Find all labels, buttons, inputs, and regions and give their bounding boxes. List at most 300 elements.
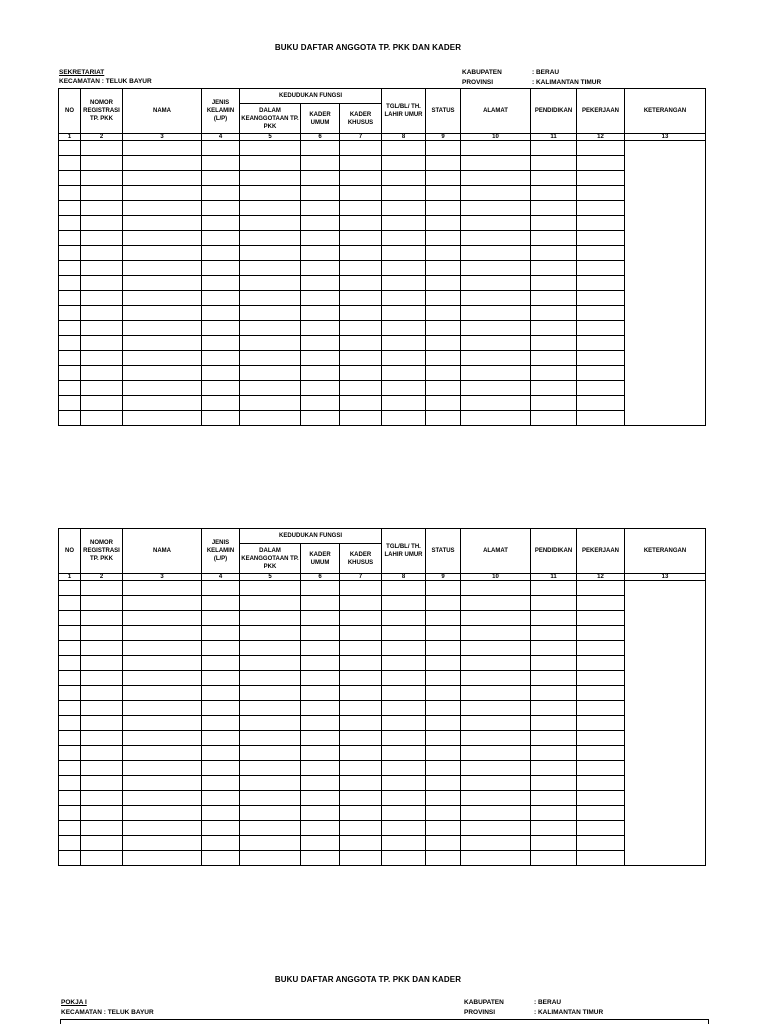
table-cell[interactable] bbox=[426, 821, 461, 836]
table-cell[interactable] bbox=[123, 596, 202, 611]
table-cell[interactable] bbox=[202, 261, 240, 276]
table-cell[interactable] bbox=[123, 306, 202, 321]
table-cell[interactable] bbox=[340, 821, 382, 836]
table-cell[interactable] bbox=[301, 641, 340, 656]
table-cell[interactable] bbox=[426, 321, 461, 336]
table-cell[interactable] bbox=[531, 216, 577, 231]
table-cell[interactable] bbox=[461, 321, 531, 336]
table-cell[interactable] bbox=[59, 381, 81, 396]
table-cell[interactable] bbox=[461, 701, 531, 716]
table-cell[interactable] bbox=[59, 731, 81, 746]
table-cell[interactable] bbox=[382, 261, 426, 276]
table-cell[interactable] bbox=[531, 626, 577, 641]
table-cell[interactable] bbox=[240, 761, 301, 776]
table-cell[interactable] bbox=[81, 596, 123, 611]
table-cell[interactable] bbox=[577, 306, 625, 321]
table-cell[interactable] bbox=[123, 791, 202, 806]
table-cell[interactable] bbox=[81, 611, 123, 626]
table-cell[interactable] bbox=[382, 611, 426, 626]
table-cell[interactable] bbox=[340, 171, 382, 186]
table-cell[interactable] bbox=[426, 836, 461, 851]
table-cell[interactable] bbox=[123, 851, 202, 866]
table-cell[interactable] bbox=[240, 336, 301, 351]
table-cell[interactable] bbox=[426, 731, 461, 746]
table-cell[interactable] bbox=[531, 141, 577, 156]
table-cell[interactable] bbox=[81, 396, 123, 411]
table-cell[interactable] bbox=[81, 581, 123, 596]
table-cell[interactable] bbox=[382, 141, 426, 156]
table-cell[interactable] bbox=[340, 156, 382, 171]
table-cell[interactable] bbox=[301, 776, 340, 791]
table-cell[interactable] bbox=[340, 381, 382, 396]
table-cell[interactable] bbox=[340, 276, 382, 291]
table-cell[interactable] bbox=[59, 686, 81, 701]
table-cell[interactable] bbox=[240, 291, 301, 306]
table-cell[interactable] bbox=[461, 626, 531, 641]
table-cell[interactable] bbox=[123, 611, 202, 626]
table-cell[interactable] bbox=[301, 216, 340, 231]
table-cell[interactable] bbox=[531, 641, 577, 656]
table-cell[interactable] bbox=[426, 411, 461, 426]
table-cell[interactable] bbox=[461, 306, 531, 321]
table-cell[interactable] bbox=[123, 366, 202, 381]
table-cell[interactable] bbox=[382, 746, 426, 761]
table-cell[interactable] bbox=[531, 321, 577, 336]
table-cell[interactable] bbox=[340, 321, 382, 336]
table-cell[interactable] bbox=[240, 156, 301, 171]
table-cell[interactable] bbox=[531, 336, 577, 351]
table-cell[interactable] bbox=[382, 851, 426, 866]
table-cell[interactable] bbox=[577, 291, 625, 306]
table-cell[interactable] bbox=[123, 761, 202, 776]
table-cell[interactable] bbox=[123, 276, 202, 291]
table-cell[interactable] bbox=[59, 581, 81, 596]
table-cell[interactable] bbox=[461, 806, 531, 821]
table-cell[interactable] bbox=[202, 381, 240, 396]
table-cell[interactable] bbox=[340, 776, 382, 791]
table-cell[interactable] bbox=[202, 156, 240, 171]
table-cell[interactable] bbox=[59, 716, 81, 731]
table-cell[interactable] bbox=[81, 231, 123, 246]
table-cell[interactable] bbox=[382, 761, 426, 776]
table-cell[interactable] bbox=[123, 836, 202, 851]
table-cell[interactable] bbox=[81, 201, 123, 216]
table-cell[interactable] bbox=[301, 836, 340, 851]
table-cell[interactable] bbox=[382, 216, 426, 231]
table-cell[interactable] bbox=[81, 216, 123, 231]
table-cell[interactable] bbox=[577, 851, 625, 866]
table-cell[interactable] bbox=[123, 261, 202, 276]
table-cell[interactable] bbox=[577, 671, 625, 686]
table-cell[interactable] bbox=[531, 701, 577, 716]
table-cell[interactable] bbox=[240, 836, 301, 851]
table-cell[interactable] bbox=[202, 791, 240, 806]
table-cell[interactable] bbox=[240, 246, 301, 261]
table-cell[interactable] bbox=[382, 276, 426, 291]
table-cell[interactable] bbox=[81, 366, 123, 381]
table-cell[interactable] bbox=[577, 201, 625, 216]
table-cell[interactable] bbox=[240, 851, 301, 866]
table-cell[interactable] bbox=[240, 611, 301, 626]
table-cell[interactable] bbox=[531, 581, 577, 596]
table-cell[interactable] bbox=[301, 581, 340, 596]
table-cell[interactable] bbox=[382, 776, 426, 791]
table-cell[interactable] bbox=[577, 381, 625, 396]
table-cell[interactable] bbox=[301, 411, 340, 426]
table-cell[interactable] bbox=[301, 171, 340, 186]
table-cell[interactable] bbox=[240, 731, 301, 746]
table-cell[interactable] bbox=[59, 776, 81, 791]
table-cell[interactable] bbox=[577, 761, 625, 776]
table-cell[interactable] bbox=[382, 671, 426, 686]
table-cell[interactable] bbox=[340, 366, 382, 381]
table-cell[interactable] bbox=[461, 261, 531, 276]
table-cell[interactable] bbox=[382, 201, 426, 216]
table-cell[interactable] bbox=[426, 656, 461, 671]
table-cell[interactable] bbox=[123, 396, 202, 411]
table-cell[interactable] bbox=[461, 231, 531, 246]
table-cell[interactable] bbox=[123, 246, 202, 261]
table-cell[interactable] bbox=[340, 231, 382, 246]
table-cell[interactable] bbox=[461, 731, 531, 746]
table-cell[interactable] bbox=[59, 701, 81, 716]
table-cell[interactable] bbox=[577, 806, 625, 821]
table-cell[interactable] bbox=[301, 656, 340, 671]
table-cell[interactable] bbox=[59, 836, 81, 851]
table-cell[interactable] bbox=[531, 686, 577, 701]
table-cell[interactable] bbox=[240, 231, 301, 246]
table-cell[interactable] bbox=[202, 351, 240, 366]
table-cell[interactable] bbox=[461, 246, 531, 261]
table-cell[interactable] bbox=[202, 306, 240, 321]
table-cell[interactable] bbox=[577, 246, 625, 261]
table-cell[interactable] bbox=[123, 776, 202, 791]
table-cell[interactable] bbox=[301, 761, 340, 776]
table-cell[interactable] bbox=[382, 581, 426, 596]
table-cell[interactable] bbox=[577, 836, 625, 851]
table-cell[interactable] bbox=[461, 171, 531, 186]
table-cell[interactable] bbox=[382, 641, 426, 656]
table-cell[interactable] bbox=[340, 626, 382, 641]
table-cell[interactable] bbox=[301, 671, 340, 686]
table-cell[interactable] bbox=[531, 171, 577, 186]
table-cell[interactable] bbox=[461, 776, 531, 791]
table-cell[interactable] bbox=[426, 276, 461, 291]
table-cell[interactable] bbox=[301, 306, 340, 321]
table-cell[interactable] bbox=[123, 821, 202, 836]
table-cell[interactable] bbox=[461, 351, 531, 366]
table-cell[interactable] bbox=[240, 351, 301, 366]
table-cell[interactable] bbox=[59, 186, 81, 201]
table-cell[interactable] bbox=[382, 836, 426, 851]
table-cell[interactable] bbox=[426, 381, 461, 396]
table-cell[interactable] bbox=[340, 306, 382, 321]
table-cell[interactable] bbox=[382, 246, 426, 261]
table-cell[interactable] bbox=[202, 396, 240, 411]
table-cell[interactable] bbox=[240, 821, 301, 836]
table-cell[interactable] bbox=[382, 821, 426, 836]
table-cell[interactable] bbox=[426, 746, 461, 761]
table-cell[interactable] bbox=[81, 261, 123, 276]
table-cell[interactable] bbox=[577, 776, 625, 791]
table-cell[interactable] bbox=[123, 701, 202, 716]
table-cell[interactable] bbox=[301, 821, 340, 836]
table-cell[interactable] bbox=[81, 671, 123, 686]
table-cell[interactable] bbox=[340, 291, 382, 306]
table-cell[interactable] bbox=[426, 306, 461, 321]
table-cell[interactable] bbox=[202, 671, 240, 686]
table-cell[interactable] bbox=[577, 321, 625, 336]
table-cell[interactable] bbox=[531, 776, 577, 791]
table-cell[interactable] bbox=[301, 231, 340, 246]
table-cell[interactable] bbox=[59, 671, 81, 686]
table-cell[interactable] bbox=[382, 381, 426, 396]
table-cell[interactable] bbox=[577, 746, 625, 761]
table-cell[interactable] bbox=[340, 851, 382, 866]
table-cell[interactable] bbox=[531, 246, 577, 261]
table-cell[interactable] bbox=[301, 291, 340, 306]
table-cell[interactable] bbox=[81, 351, 123, 366]
table-cell[interactable] bbox=[301, 246, 340, 261]
table-cell[interactable] bbox=[531, 351, 577, 366]
table-cell[interactable] bbox=[531, 611, 577, 626]
table-cell[interactable] bbox=[81, 656, 123, 671]
table-cell[interactable] bbox=[577, 216, 625, 231]
table-cell[interactable] bbox=[81, 186, 123, 201]
table-cell[interactable] bbox=[577, 731, 625, 746]
table-cell[interactable] bbox=[426, 171, 461, 186]
table-cell[interactable] bbox=[461, 611, 531, 626]
table-cell[interactable] bbox=[301, 381, 340, 396]
table-cell[interactable] bbox=[81, 321, 123, 336]
table-cell[interactable] bbox=[426, 791, 461, 806]
table-cell[interactable] bbox=[340, 581, 382, 596]
table-cell[interactable] bbox=[240, 381, 301, 396]
table-cell[interactable] bbox=[81, 806, 123, 821]
table-cell[interactable] bbox=[340, 641, 382, 656]
table-cell[interactable] bbox=[461, 381, 531, 396]
table-cell[interactable] bbox=[577, 701, 625, 716]
table-cell[interactable] bbox=[59, 351, 81, 366]
table-cell[interactable] bbox=[301, 611, 340, 626]
table-cell[interactable] bbox=[426, 396, 461, 411]
table-cell[interactable] bbox=[81, 791, 123, 806]
table-cell[interactable] bbox=[123, 381, 202, 396]
table-cell[interactable] bbox=[426, 611, 461, 626]
table-cell[interactable] bbox=[577, 171, 625, 186]
table-cell[interactable] bbox=[59, 201, 81, 216]
table-cell[interactable] bbox=[202, 731, 240, 746]
table-cell[interactable] bbox=[240, 671, 301, 686]
table-cell[interactable] bbox=[301, 141, 340, 156]
table-cell[interactable] bbox=[202, 366, 240, 381]
table-cell[interactable] bbox=[340, 596, 382, 611]
table-cell[interactable] bbox=[340, 396, 382, 411]
table-cell[interactable] bbox=[531, 201, 577, 216]
table-cell[interactable] bbox=[340, 716, 382, 731]
table-cell[interactable] bbox=[531, 411, 577, 426]
table-cell[interactable] bbox=[81, 776, 123, 791]
table-cell[interactable] bbox=[202, 821, 240, 836]
table-cell[interactable] bbox=[202, 746, 240, 761]
table-cell[interactable] bbox=[577, 396, 625, 411]
table-cell[interactable] bbox=[123, 731, 202, 746]
table-cell[interactable] bbox=[59, 596, 81, 611]
table-cell[interactable] bbox=[81, 701, 123, 716]
table-cell[interactable] bbox=[461, 791, 531, 806]
table-cell[interactable] bbox=[577, 141, 625, 156]
table-cell[interactable] bbox=[531, 761, 577, 776]
table-cell[interactable] bbox=[340, 611, 382, 626]
table-cell[interactable] bbox=[59, 396, 81, 411]
table-cell[interactable] bbox=[202, 336, 240, 351]
table-cell[interactable] bbox=[340, 791, 382, 806]
table-cell[interactable] bbox=[340, 246, 382, 261]
table-cell[interactable] bbox=[240, 776, 301, 791]
table-cell[interactable] bbox=[382, 716, 426, 731]
table-cell[interactable] bbox=[81, 246, 123, 261]
table-cell[interactable] bbox=[577, 791, 625, 806]
table-cell[interactable] bbox=[301, 731, 340, 746]
table-cell[interactable] bbox=[340, 141, 382, 156]
table-cell[interactable] bbox=[340, 836, 382, 851]
table-cell[interactable] bbox=[301, 791, 340, 806]
table-cell[interactable] bbox=[426, 581, 461, 596]
table-cell[interactable] bbox=[59, 246, 81, 261]
table-cell[interactable] bbox=[202, 321, 240, 336]
table-cell[interactable] bbox=[577, 411, 625, 426]
table-cell[interactable] bbox=[301, 701, 340, 716]
table-cell[interactable] bbox=[123, 216, 202, 231]
table-cell[interactable] bbox=[240, 321, 301, 336]
table-cell[interactable] bbox=[382, 366, 426, 381]
table-cell[interactable] bbox=[59, 156, 81, 171]
table-cell[interactable] bbox=[301, 366, 340, 381]
table-cell[interactable] bbox=[426, 291, 461, 306]
table-cell[interactable] bbox=[240, 701, 301, 716]
table-cell[interactable] bbox=[531, 791, 577, 806]
table-cell[interactable] bbox=[461, 366, 531, 381]
table-cell[interactable] bbox=[81, 156, 123, 171]
table-cell[interactable] bbox=[577, 231, 625, 246]
table-cell[interactable] bbox=[461, 716, 531, 731]
table-cell[interactable] bbox=[531, 731, 577, 746]
table-cell[interactable] bbox=[59, 746, 81, 761]
table-cell[interactable] bbox=[426, 366, 461, 381]
table-cell[interactable] bbox=[123, 626, 202, 641]
table-cell[interactable] bbox=[461, 851, 531, 866]
table-cell[interactable] bbox=[382, 321, 426, 336]
table-cell[interactable] bbox=[382, 231, 426, 246]
table-cell[interactable] bbox=[531, 261, 577, 276]
table-cell[interactable] bbox=[123, 336, 202, 351]
table-cell[interactable] bbox=[340, 216, 382, 231]
table-cell[interactable] bbox=[59, 656, 81, 671]
table-cell[interactable] bbox=[123, 746, 202, 761]
table-cell[interactable] bbox=[301, 336, 340, 351]
table-cell[interactable] bbox=[426, 701, 461, 716]
table-cell[interactable] bbox=[461, 216, 531, 231]
table-cell[interactable] bbox=[202, 656, 240, 671]
table-cell[interactable] bbox=[531, 291, 577, 306]
table-cell[interactable] bbox=[202, 851, 240, 866]
table-cell[interactable] bbox=[202, 276, 240, 291]
table-cell[interactable] bbox=[382, 156, 426, 171]
table-cell[interactable] bbox=[240, 626, 301, 641]
table-cell[interactable] bbox=[531, 806, 577, 821]
table-cell[interactable] bbox=[340, 201, 382, 216]
table-cell[interactable] bbox=[340, 701, 382, 716]
table-cell[interactable] bbox=[426, 156, 461, 171]
table-cell[interactable] bbox=[531, 366, 577, 381]
table-cell[interactable] bbox=[340, 671, 382, 686]
table-cell[interactable] bbox=[577, 276, 625, 291]
table-cell[interactable] bbox=[202, 611, 240, 626]
table-cell[interactable] bbox=[531, 656, 577, 671]
table-cell[interactable] bbox=[301, 351, 340, 366]
table-cell[interactable] bbox=[240, 396, 301, 411]
table-cell[interactable] bbox=[202, 596, 240, 611]
table-cell[interactable] bbox=[382, 186, 426, 201]
table-cell[interactable] bbox=[340, 731, 382, 746]
table-cell[interactable] bbox=[240, 686, 301, 701]
table-cell[interactable] bbox=[340, 411, 382, 426]
table-cell[interactable] bbox=[81, 276, 123, 291]
table-cell[interactable] bbox=[577, 336, 625, 351]
table-cell[interactable] bbox=[240, 716, 301, 731]
table-cell[interactable] bbox=[240, 791, 301, 806]
table-cell[interactable] bbox=[461, 641, 531, 656]
table-cell[interactable] bbox=[59, 291, 81, 306]
table-cell[interactable] bbox=[202, 291, 240, 306]
table-cell[interactable] bbox=[202, 836, 240, 851]
table-cell[interactable] bbox=[461, 336, 531, 351]
table-cell[interactable] bbox=[577, 596, 625, 611]
table-cell[interactable] bbox=[123, 806, 202, 821]
table-cell[interactable] bbox=[577, 716, 625, 731]
table-cell[interactable] bbox=[123, 291, 202, 306]
table-cell[interactable] bbox=[81, 626, 123, 641]
table-cell[interactable] bbox=[301, 806, 340, 821]
table-cell[interactable] bbox=[461, 411, 531, 426]
table-cell[interactable] bbox=[301, 746, 340, 761]
table-cell[interactable] bbox=[461, 186, 531, 201]
table-cell[interactable] bbox=[382, 731, 426, 746]
table-cell[interactable] bbox=[59, 851, 81, 866]
table-cell[interactable] bbox=[301, 716, 340, 731]
table-cell[interactable] bbox=[531, 306, 577, 321]
table-cell[interactable] bbox=[59, 806, 81, 821]
table-cell[interactable] bbox=[577, 626, 625, 641]
table-cell[interactable] bbox=[577, 366, 625, 381]
table-cell[interactable] bbox=[577, 656, 625, 671]
table-cell[interactable] bbox=[240, 596, 301, 611]
table-cell[interactable] bbox=[426, 641, 461, 656]
table-cell[interactable] bbox=[240, 186, 301, 201]
table-cell[interactable] bbox=[123, 231, 202, 246]
table-cell[interactable] bbox=[240, 656, 301, 671]
table-cell[interactable] bbox=[81, 746, 123, 761]
table-cell[interactable] bbox=[426, 716, 461, 731]
table-cell[interactable] bbox=[202, 806, 240, 821]
table-cell[interactable] bbox=[59, 641, 81, 656]
table-cell[interactable] bbox=[202, 216, 240, 231]
table-cell[interactable] bbox=[123, 581, 202, 596]
table-cell[interactable] bbox=[426, 141, 461, 156]
table-cell[interactable] bbox=[461, 686, 531, 701]
table-cell[interactable] bbox=[59, 231, 81, 246]
table-cell[interactable] bbox=[382, 411, 426, 426]
